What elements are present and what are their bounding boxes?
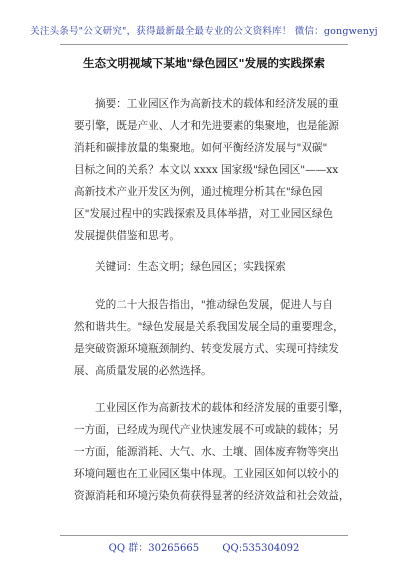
abstract-line: 要引擎，既是产业、人才和先进要素的集聚地，也是能源 (74, 120, 339, 132)
abstract-line: 消耗和碳排放量的集聚地。如何平衡经济发展与"双碳" (74, 142, 328, 154)
body-line: 工业园区作为高新技术的载体和经济发展的重要引擎， (95, 402, 350, 414)
abstract-line: 发展提供借鉴和思考。 (74, 230, 180, 242)
body-line: 环境问题也在工业园区集中体现。工业园区如何以较小的 (74, 468, 339, 480)
abstract-line: 高新技术产业开发区为例，通过梳理分析其在"绿色园 (74, 186, 323, 198)
abstract-line: 区"发展过程中的实践探索及具体举措，对工业园区绿色 (74, 208, 334, 220)
body-paragraph-2 (74, 397, 350, 507)
body-line: 然和谐共生。"绿色发展是关系我国发展全局的重要理念， (74, 321, 344, 333)
body-line: 展、高质量发展的必然选择。 (74, 365, 212, 377)
keywords-paragraph (74, 256, 344, 278)
body-line: 资源消耗和环境污染负荷获得显著的经济效益和社会效益， (74, 490, 350, 502)
body-line: 一方面，能源消耗、大气、水、土壤、固体废弃物等突出 (74, 446, 339, 458)
footer-divider (60, 535, 348, 536)
document-title: 生态文明视域下某地"绿色园区"发展的实践探索 (83, 56, 325, 70)
header-banner: 关注头条号"公文研究"，获得最新最全最专业的公文资料库！ 微信：gongwenyj (30, 26, 378, 37)
qq-contact-text: QQ:535304092 (222, 543, 300, 554)
body-line: 一方面，已经成为现代产业快速发展不可或缺的载体；另 (74, 424, 339, 436)
keywords-line: 关键词：生态文明；绿色园区；实践探索 (95, 261, 286, 273)
body-paragraph-1 (74, 294, 344, 382)
abstract-paragraph (74, 93, 344, 247)
abstract-line: 目标之间的关系？本文以 xxxx 国家级"绿色园区"——xx (74, 164, 339, 176)
footer (0, 539, 408, 554)
qq-group-text: QQ 群：30265665 (108, 543, 200, 554)
body-line: 是突破资源环境瓶颈制约、转变发展方式、实现可持续发 (74, 343, 339, 355)
body-line: 党的二十大报告指出，"推动绿色发展，促进人与自 (95, 299, 333, 311)
header-divider (60, 44, 348, 45)
abstract-line: 摘要：工业园区作为高新技术的载体和经济发展的重 (95, 98, 339, 110)
